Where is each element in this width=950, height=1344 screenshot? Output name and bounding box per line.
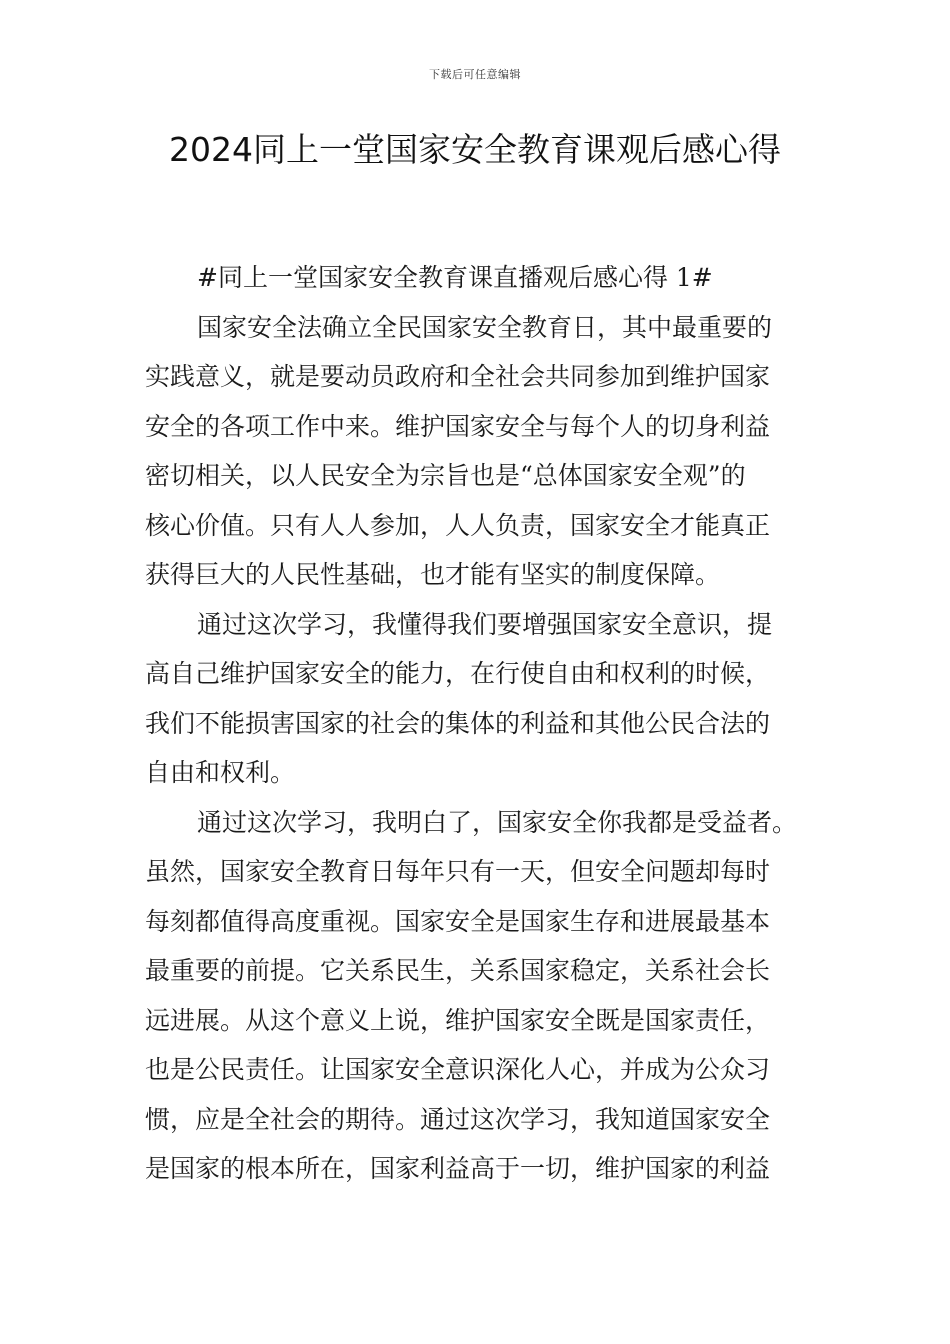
header-note: 下载后可任意编辑: [429, 68, 521, 81]
body-line: 虽然，国家安全教育日每年只有一天，但安全问题却每时: [145, 857, 771, 886]
body-line: 国家安全法确立全民国家安全教育日，其中最重要的: [197, 312, 773, 342]
body-line: 安全的各项工作中来。维护国家安全与每个人的切身利益: [145, 411, 771, 441]
body-line: 通过这次学习，我明白了，国家安全你我都是受益者。: [197, 807, 798, 837]
body-line: 是国家的根本所在，国家利益高于一切，维护国家的利益: [145, 1154, 771, 1183]
body-line: 实践意义，就是要动员政府和全社会共同参加到维护国家: [145, 362, 771, 391]
body-line: 高自己维护国家安全的能力，在行使自由和权利的时候，: [145, 659, 771, 688]
body-line: 获得巨大的人民性基础，也才能有坚实的制度保障。: [145, 560, 721, 589]
body-line: 也是公民责任。让国家安全意识深化人心，并成为公众习: [145, 1055, 771, 1084]
body-line: 密切相关，以人民安全为宗旨也是“总体国家安全观”的: [145, 461, 746, 490]
body-line: 我们不能损害国家的社会的集体的利益和其他公民合法的: [145, 708, 771, 738]
body-line: 通过这次学习，我懂得我们要增强国家安全意识，提: [197, 609, 773, 639]
document-body: [145, 253, 825, 1194]
body-line: 远进展。从这个意义上说，维护国家安全既是国家责任，: [145, 1005, 771, 1035]
body-line: 自由和权利。: [145, 758, 296, 787]
body-line: 每刻都值得高度重视。国家安全是国家生存和进展最基本: [145, 906, 771, 936]
body-line: 核心价值。只有人人参加，人人负责，国家安全才能真正: [145, 510, 771, 540]
body-line: #同上一堂国家安全教育课直播观后感心得 1#: [197, 263, 713, 292]
document-title: 2024同上一堂国家安全教育课观后感心得: [169, 130, 781, 169]
body-line: 惯，应是全社会的期待。通过这次学习，我知道国家安全: [145, 1104, 771, 1134]
body-line: 最重要的前提。它关系民生，关系国家稳定，关系社会长: [145, 956, 771, 985]
